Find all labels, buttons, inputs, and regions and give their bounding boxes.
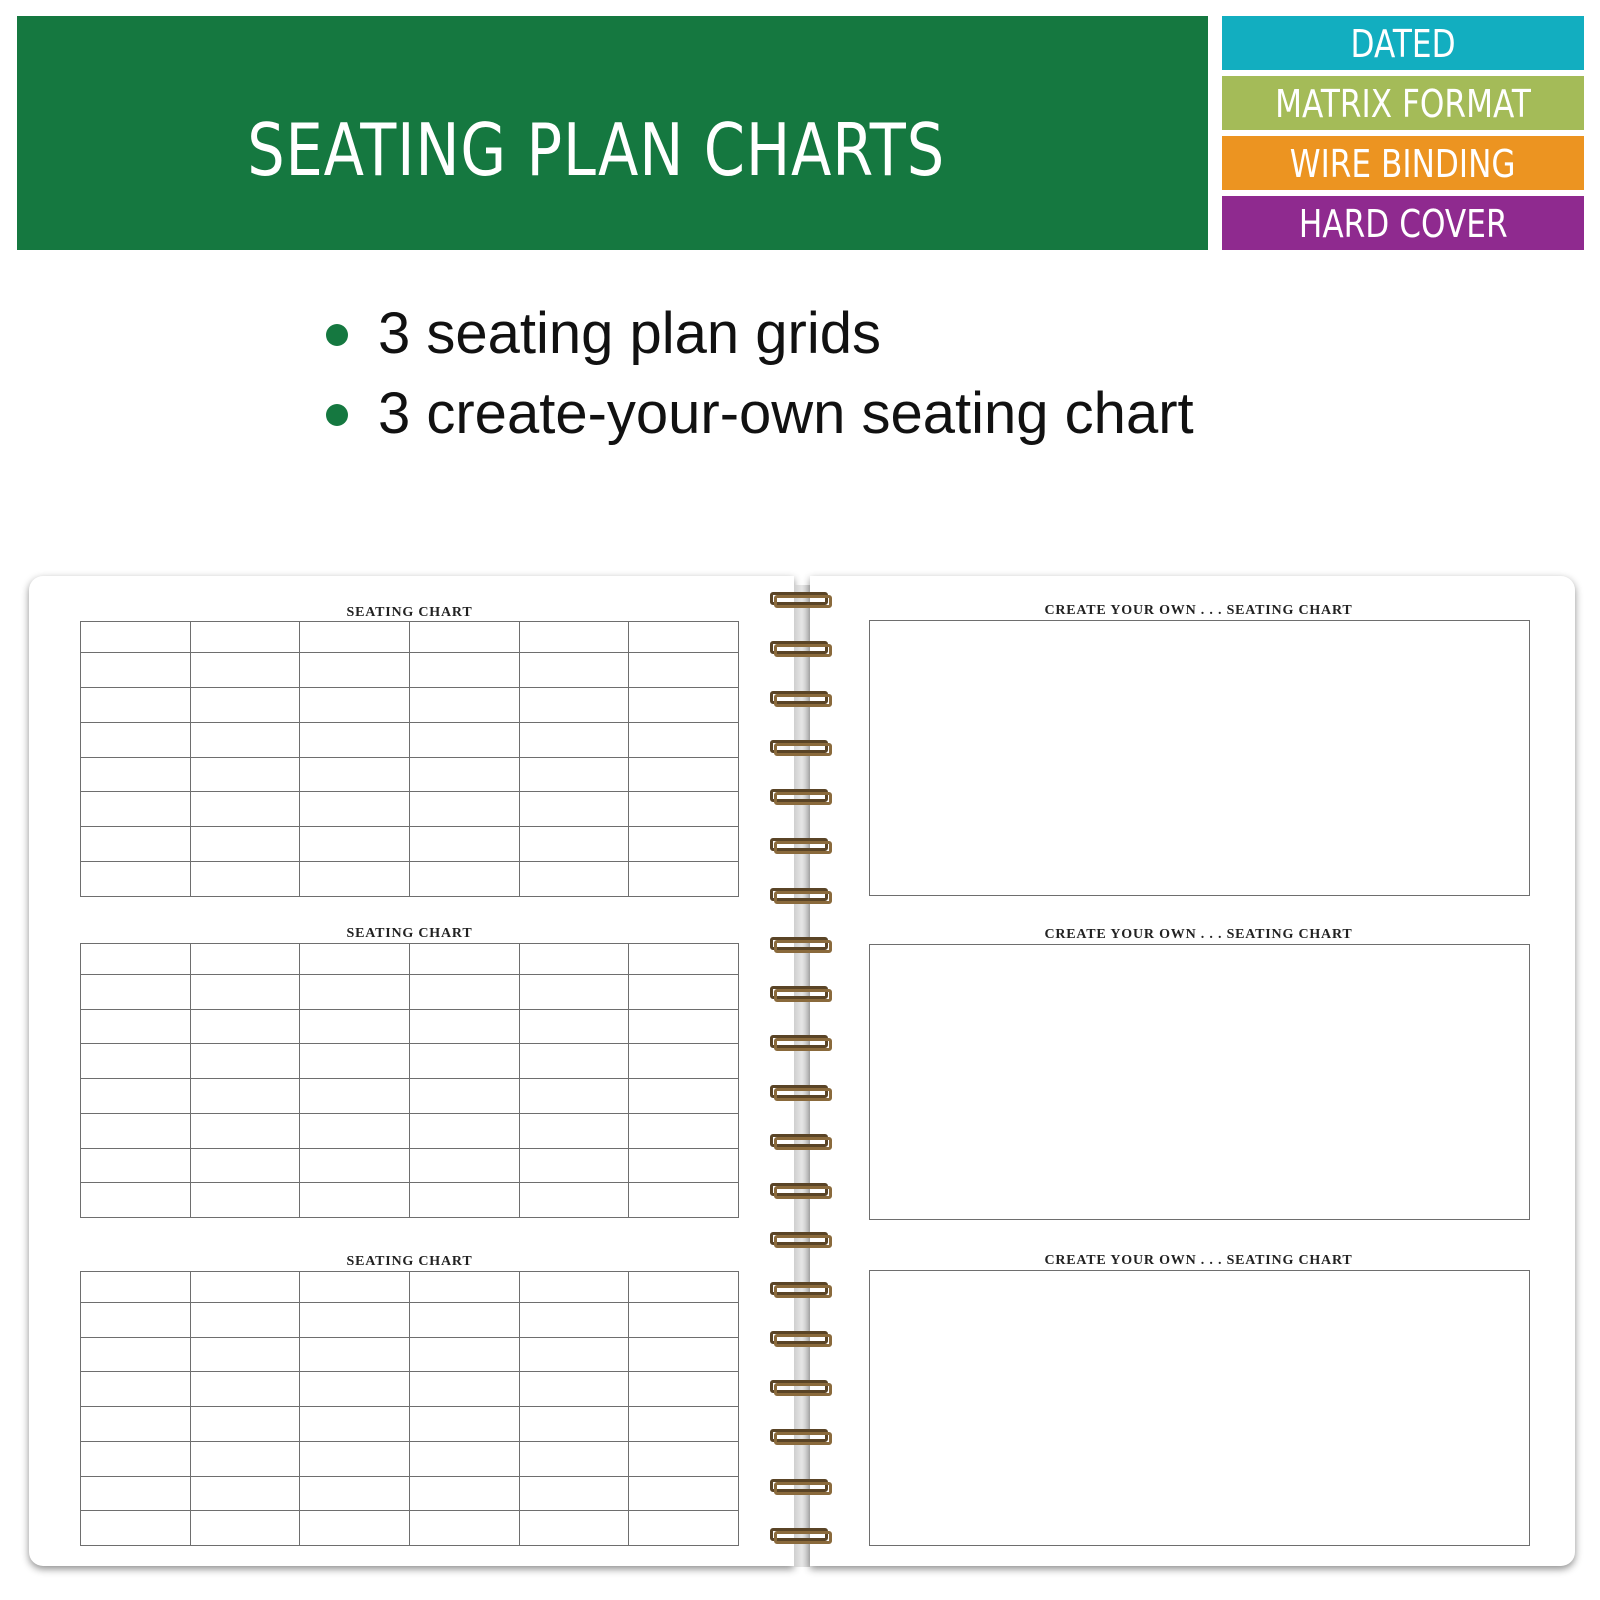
seating-grid: [80, 943, 739, 1218]
wire-ring-icon: [770, 1429, 832, 1445]
wire-ring-icon: [770, 1085, 832, 1101]
grid-row: [81, 944, 739, 975]
wire-ring-icon: [770, 1134, 832, 1150]
grid-cell: [629, 1441, 739, 1476]
grid-cell: [629, 722, 739, 757]
grid-cell: [190, 944, 300, 975]
grid-cell: [300, 1009, 410, 1044]
grid-cell: [300, 1337, 410, 1372]
grid-cell: [519, 1009, 629, 1044]
wire-ring-icon: [770, 1380, 832, 1396]
grid-cell: [519, 1337, 629, 1372]
grid-cell: [409, 1009, 519, 1044]
wire-ring-icon: [770, 592, 832, 608]
grid-cell: [629, 1303, 739, 1338]
grid-cell: [629, 862, 739, 897]
grid-cell: [300, 792, 410, 827]
grid-cell: [519, 1183, 629, 1218]
create-your-own-title: CREATE YOUR OWN . . . SEATING CHART: [1044, 603, 1353, 618]
bullet-dot-icon: [326, 404, 348, 426]
grid-cell: [190, 1476, 300, 1511]
wire-ring-icon: [770, 1282, 832, 1298]
wire-ring-icon: [770, 838, 832, 854]
grid-cell: [409, 622, 519, 653]
seating-grid: [80, 621, 739, 897]
wire-ring-icon: [770, 1331, 832, 1347]
grid-cell: [519, 622, 629, 653]
tag-dated: [1222, 16, 1584, 70]
grid-cell: [190, 1372, 300, 1407]
grid-cell: [409, 757, 519, 792]
grid-cell: [81, 1148, 191, 1183]
grid-cell: [519, 1272, 629, 1303]
banner-title: SEATING PLAN CHARTS: [247, 108, 945, 192]
grid-cell: [409, 722, 519, 757]
grid-row: [81, 1476, 739, 1511]
grid-cell: [519, 862, 629, 897]
grid-row: [81, 622, 739, 653]
grid-cell: [519, 1079, 629, 1114]
grid-cell: [190, 1148, 300, 1183]
seating-grid: [80, 1271, 739, 1546]
grid-cell: [629, 1337, 739, 1372]
tag-dated-label: DATED: [1350, 22, 1456, 66]
grid-cell: [300, 1441, 410, 1476]
grid-cell: [81, 1511, 191, 1546]
grid-cell: [629, 687, 739, 722]
grid-cell: [190, 1009, 300, 1044]
wire-ring-icon: [770, 937, 832, 953]
grid-cell: [519, 653, 629, 688]
grid-cell: [629, 827, 739, 862]
wire-ring-icon: [770, 1232, 832, 1248]
grid-cell: [519, 1407, 629, 1442]
grid-cell: [409, 1407, 519, 1442]
grid-row: [81, 1113, 739, 1148]
grid-cell: [300, 622, 410, 653]
grid-cell: [190, 1303, 300, 1338]
bullet-dot-icon: [326, 324, 348, 346]
grid-cell: [409, 1044, 519, 1079]
grid-cell: [190, 653, 300, 688]
create-your-own-box: [869, 1270, 1530, 1546]
notebook-spine: [794, 585, 810, 1567]
wire-ring-icon: [770, 1183, 832, 1199]
wire-ring-icon: [770, 641, 832, 657]
grid-cell: [300, 975, 410, 1010]
grid-row: [81, 792, 739, 827]
grid-cell: [81, 722, 191, 757]
grid-row: [81, 1511, 739, 1546]
tag-wire-binding-label: WIRE BINDING: [1290, 142, 1516, 186]
wire-ring-icon: [770, 986, 832, 1002]
grid-cell: [519, 827, 629, 862]
grid-cell: [409, 944, 519, 975]
create-your-own-box: [869, 944, 1530, 1220]
grid-cell: [190, 1183, 300, 1218]
grid-cell: [300, 1148, 410, 1183]
grid-cell: [81, 1044, 191, 1079]
grid-cell: [629, 1476, 739, 1511]
grid-cell: [409, 1372, 519, 1407]
grid-cell: [519, 944, 629, 975]
grid-cell: [81, 1303, 191, 1338]
grid-cell: [300, 862, 410, 897]
feature-item: [318, 382, 1194, 462]
grid-row: [81, 1407, 739, 1442]
tag-hard-cover: [1222, 196, 1584, 250]
grid-cell: [629, 622, 739, 653]
grid-cell: [81, 975, 191, 1010]
grid-cell: [629, 944, 739, 975]
grid-cell: [300, 1183, 410, 1218]
tag-matrix-format: [1222, 76, 1584, 130]
grid-cell: [519, 1044, 629, 1079]
grid-cell: [409, 1148, 519, 1183]
grid-row: [81, 1148, 739, 1183]
grid-cell: [629, 1113, 739, 1148]
grid-cell: [629, 1511, 739, 1546]
wire-ring-icon: [770, 789, 832, 805]
grid-cell: [81, 792, 191, 827]
grid-cell: [519, 1148, 629, 1183]
grid-cell: [190, 1441, 300, 1476]
wire-ring-icon: [770, 1528, 832, 1544]
grid-row: [81, 653, 739, 688]
grid-cell: [81, 1407, 191, 1442]
grid-cell: [81, 1476, 191, 1511]
grid-row: [81, 687, 739, 722]
grid-cell: [81, 622, 191, 653]
grid-cell: [519, 1113, 629, 1148]
grid-cell: [629, 1183, 739, 1218]
wire-ring-icon: [770, 740, 832, 756]
feature-item: [318, 302, 1194, 382]
grid-row: [81, 1441, 739, 1476]
grid-cell: [81, 1079, 191, 1114]
grid-cell: [519, 1441, 629, 1476]
grid-cell: [409, 862, 519, 897]
grid-cell: [409, 827, 519, 862]
grid-cell: [519, 1303, 629, 1338]
grid-cell: [190, 827, 300, 862]
grid-cell: [519, 722, 629, 757]
grid-cell: [190, 687, 300, 722]
grid-cell: [300, 827, 410, 862]
grid-row: [81, 1303, 739, 1338]
grid-cell: [629, 1148, 739, 1183]
create-your-own-title: CREATE YOUR OWN . . . SEATING CHART: [1044, 1253, 1353, 1268]
grid-cell: [81, 1272, 191, 1303]
grid-cell: [190, 722, 300, 757]
tag-hard-cover-label: HARD COVER: [1298, 202, 1508, 246]
grid-cell: [190, 792, 300, 827]
grid-cell: [190, 1113, 300, 1148]
grid-cell: [81, 827, 191, 862]
grid-cell: [300, 1407, 410, 1442]
grid-row: [81, 1044, 739, 1079]
grid-cell: [300, 1303, 410, 1338]
create-your-own-title: CREATE YOUR OWN . . . SEATING CHART: [1044, 927, 1353, 942]
grid-cell: [519, 1476, 629, 1511]
seating-chart-title: SEATING CHART: [346, 605, 473, 620]
grid-cell: [409, 975, 519, 1010]
grid-cell: [409, 1272, 519, 1303]
grid-cell: [629, 792, 739, 827]
header-banner: [17, 16, 1208, 250]
grid-cell: [300, 722, 410, 757]
grid-cell: [519, 757, 629, 792]
grid-cell: [629, 1079, 739, 1114]
grid-cell: [409, 792, 519, 827]
grid-row: [81, 1272, 739, 1303]
grid-cell: [300, 1511, 410, 1546]
grid-cell: [190, 862, 300, 897]
grid-cell: [81, 1183, 191, 1218]
feature-text: 3 seating plan grids: [378, 301, 881, 366]
seating-chart-title: SEATING CHART: [346, 926, 473, 941]
grid-cell: [190, 1272, 300, 1303]
grid-row: [81, 1372, 739, 1407]
grid-cell: [81, 687, 191, 722]
grid-cell: [409, 653, 519, 688]
grid-cell: [409, 1079, 519, 1114]
grid-cell: [190, 622, 300, 653]
create-your-own-box: [869, 620, 1530, 896]
grid-cell: [409, 1303, 519, 1338]
grid-cell: [190, 1337, 300, 1372]
grid-row: [81, 975, 739, 1010]
grid-cell: [300, 1079, 410, 1114]
grid-cell: [519, 1511, 629, 1546]
grid-row: [81, 1079, 739, 1114]
grid-cell: [190, 1044, 300, 1079]
grid-cell: [629, 1272, 739, 1303]
grid-cell: [409, 1113, 519, 1148]
grid-cell: [81, 653, 191, 688]
grid-row: [81, 1009, 739, 1044]
grid-cell: [81, 862, 191, 897]
grid-row: [81, 1183, 739, 1218]
grid-cell: [190, 975, 300, 1010]
grid-cell: [629, 653, 739, 688]
tag-wire-binding: [1222, 136, 1584, 190]
grid-cell: [81, 944, 191, 975]
grid-cell: [300, 653, 410, 688]
grid-cell: [409, 1183, 519, 1218]
grid-cell: [409, 1476, 519, 1511]
grid-cell: [629, 1407, 739, 1442]
feature-list: [318, 302, 1194, 462]
grid-cell: [409, 1511, 519, 1546]
feature-text: 3 create-your-own seating chart: [378, 381, 1194, 446]
grid-cell: [300, 757, 410, 792]
grid-cell: [81, 1337, 191, 1372]
tag-matrix-format-label: MATRIX FORMAT: [1275, 82, 1531, 126]
grid-cell: [409, 1337, 519, 1372]
grid-row: [81, 1337, 739, 1372]
grid-cell: [190, 1511, 300, 1546]
grid-cell: [519, 687, 629, 722]
grid-cell: [409, 1441, 519, 1476]
grid-cell: [300, 1272, 410, 1303]
wire-ring-icon: [770, 1479, 832, 1495]
grid-cell: [519, 975, 629, 1010]
grid-cell: [81, 1009, 191, 1044]
grid-cell: [629, 1044, 739, 1079]
grid-cell: [629, 1009, 739, 1044]
grid-cell: [629, 975, 739, 1010]
wire-ring-icon: [770, 1035, 832, 1051]
grid-cell: [81, 1441, 191, 1476]
grid-cell: [190, 1407, 300, 1442]
wire-ring-icon: [770, 691, 832, 707]
wire-ring-icon: [770, 888, 832, 904]
grid-cell: [409, 687, 519, 722]
grid-cell: [300, 1044, 410, 1079]
grid-cell: [81, 757, 191, 792]
seating-chart-title: SEATING CHART: [346, 1254, 473, 1269]
grid-cell: [519, 792, 629, 827]
grid-cell: [519, 1372, 629, 1407]
grid-cell: [81, 1372, 191, 1407]
grid-cell: [81, 1113, 191, 1148]
grid-cell: [629, 757, 739, 792]
grid-row: [81, 722, 739, 757]
grid-row: [81, 757, 739, 792]
grid-cell: [300, 1113, 410, 1148]
grid-cell: [300, 1476, 410, 1511]
grid-cell: [300, 944, 410, 975]
grid-cell: [629, 1372, 739, 1407]
grid-cell: [190, 1079, 300, 1114]
grid-cell: [190, 757, 300, 792]
grid-cell: [300, 687, 410, 722]
grid-row: [81, 827, 739, 862]
grid-cell: [300, 1372, 410, 1407]
grid-row: [81, 862, 739, 897]
